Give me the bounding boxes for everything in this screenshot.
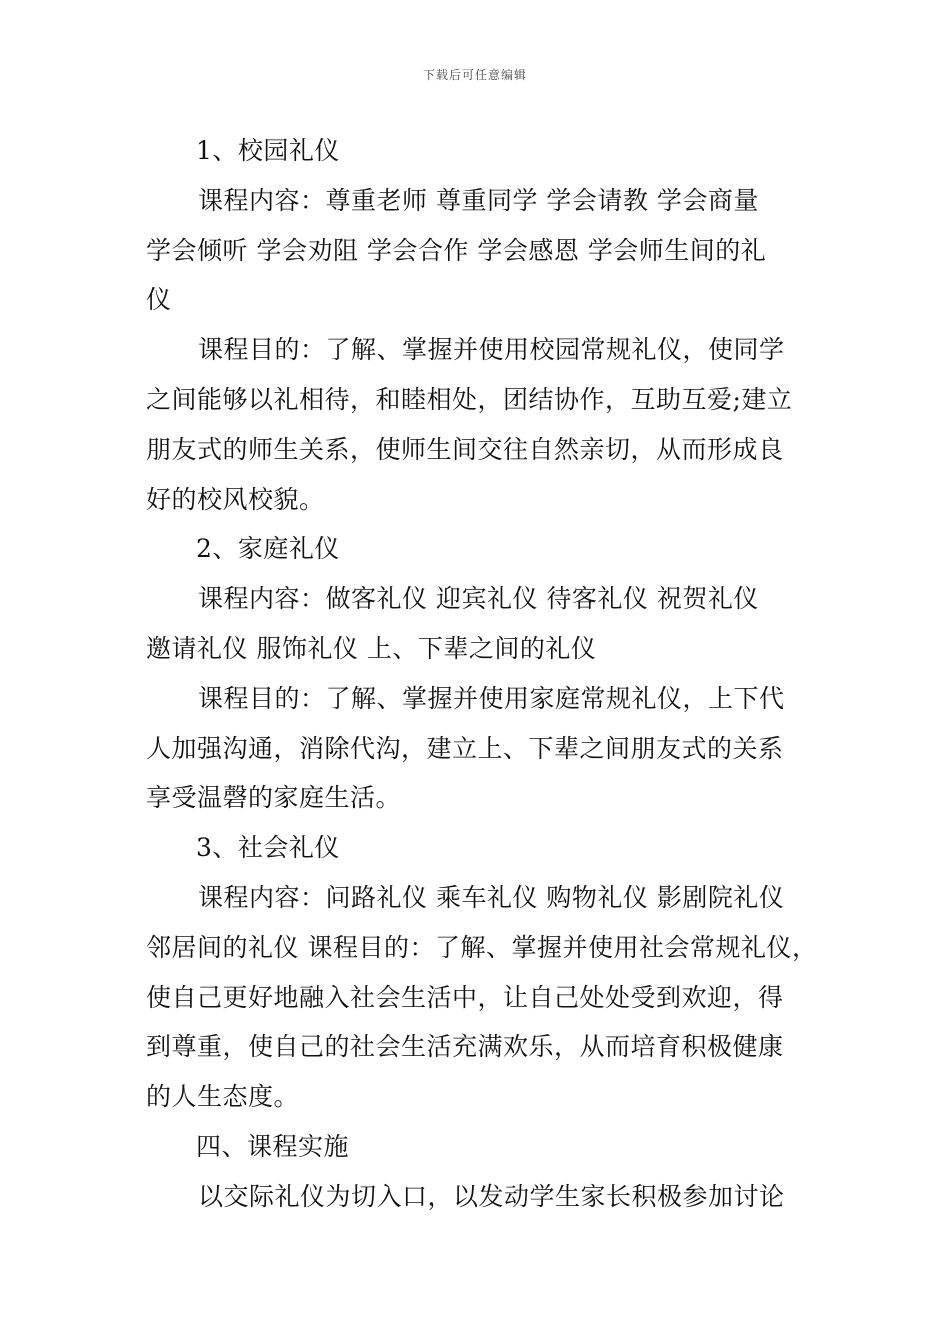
paragraph-line: 课程内容：做客礼仪 迎宾礼仪 待客礼仪 祝贺礼仪 [198,584,759,614]
paragraph-line: 使自己更好地融入社会生活中，让自己处处受到欢迎，得 [146,982,784,1012]
paragraph-line: 课程内容：尊重老师 尊重同学 学会请教 学会商量 [198,185,759,215]
section-heading-family: 2、家庭礼仪 [196,534,340,564]
paragraph-line: 仪 [146,285,172,315]
page-header-note: 下载后可任意编辑 [422,68,527,82]
paragraph-line: 人加强沟通，消除代沟，建立上、下辈之间朋友式的关系 [146,733,784,763]
section-heading-social: 3、社会礼仪 [196,833,340,863]
paragraph-line: 好的校风校貌。 [146,484,325,514]
section-heading-campus: 1、校园礼仪 [196,136,340,165]
paragraph-line: 享受温磬的家庭生活。 [146,783,402,813]
paragraph-line: 课程内容：问路礼仪 乘车礼仪 购物礼仪 影剧院礼仪 [198,882,785,912]
paragraph-line: 邀请礼仪 服饰礼仪 上、下辈之间的礼仪 [146,633,597,663]
paragraph-line: 之间能够以礼相待，和睦相处，团结协作，互助互爱;建立 [146,384,793,414]
document-body [146,126,818,1222]
paragraph-line: 邻居间的礼仪 课程目的：了解、掌握并使用社会常规礼仪， [146,932,818,962]
paragraph-line: 到尊重，使自己的社会生活充满欢乐，从而培育积极健康 [146,1032,784,1062]
section-heading-implementation: 四、课程实施 [196,1131,350,1161]
paragraph-line: 课程目的：了解、掌握并使用家庭常规礼仪，上下代 [198,683,785,713]
paragraph-line: 学会倾听 学会劝阻 学会合作 学会感恩 学会师生间的礼 [146,235,767,265]
paragraph-line: 朋友式的师生关系，使师生间交往自然亲切，从而形成良 [146,434,784,464]
paragraph-line: 的人生态度。 [146,1082,300,1112]
paragraph-line: 课程目的：了解、掌握并使用校园常规礼仪，使同学 [198,335,785,365]
paragraph-line: 以交际礼仪为切入口，以发动学生家长积极参加讨论 [198,1181,785,1211]
